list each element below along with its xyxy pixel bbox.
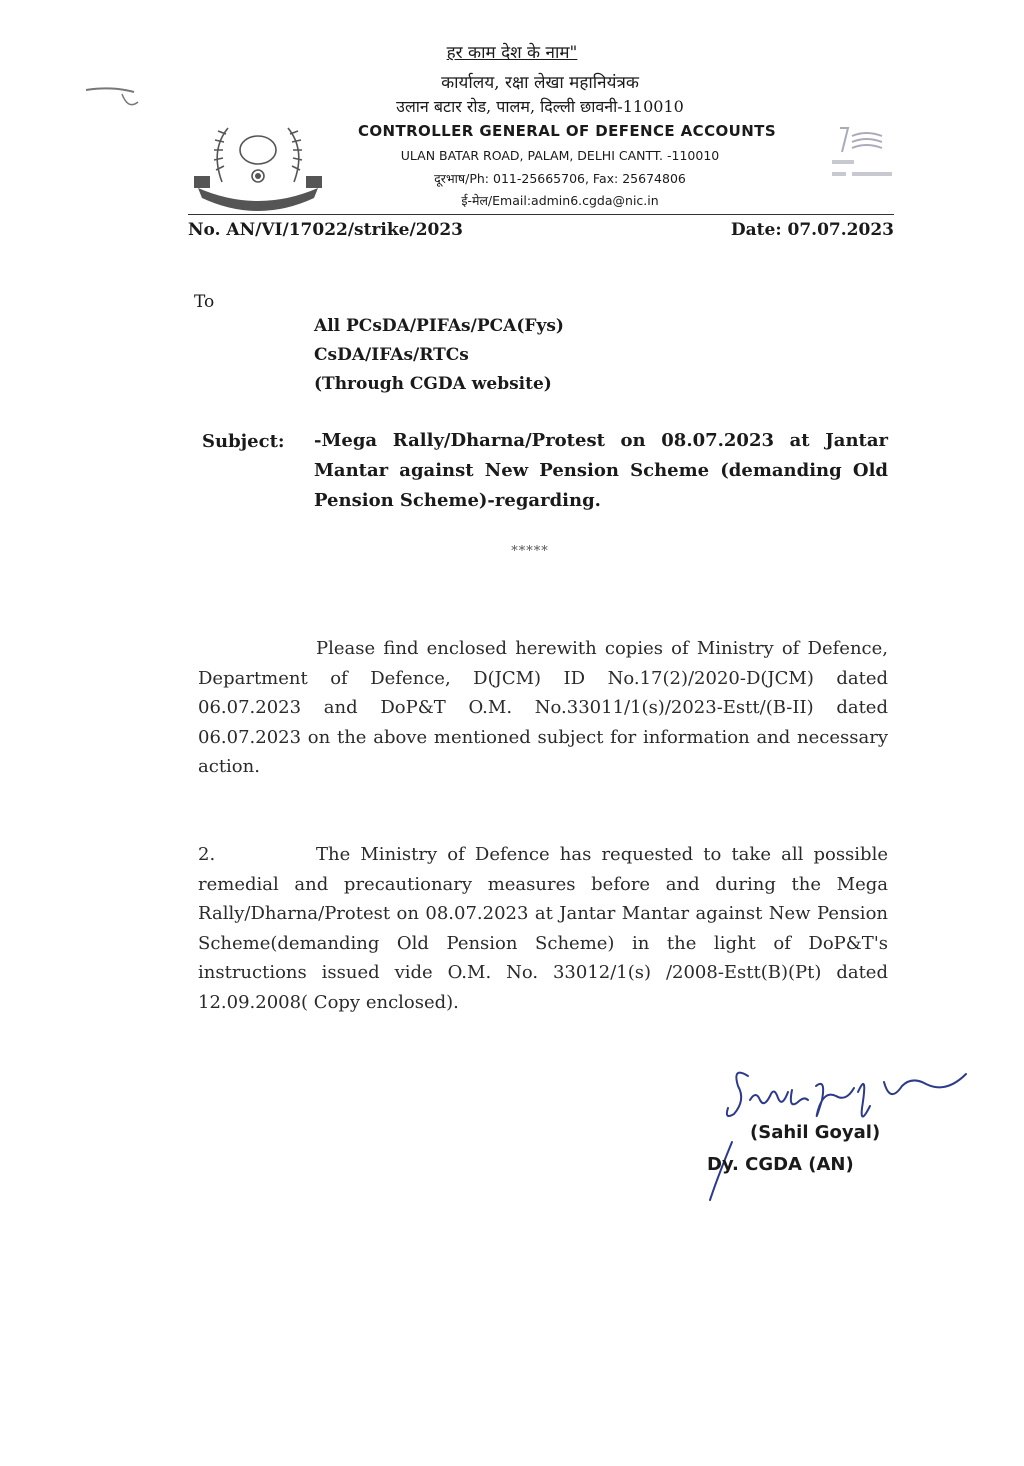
reference-number: No. AN/VI/17022/strike/2023 bbox=[188, 220, 464, 240]
body-paragraph-2 bbox=[198, 840, 888, 1017]
signer-name: (Sahil Goyal) bbox=[750, 1122, 881, 1143]
paragraph-number: 2. bbox=[198, 844, 216, 865]
office-address-hindi: उलान बटार रोड, पालम, दिल्ली छावनी-110010 bbox=[396, 97, 684, 116]
subject-text: -Mega Rally/Dharna/Protest on 08.07.2023 at Jantar Mantar against New Pension Scheme (demanding Old Pension Scheme)-regarding. bbox=[314, 430, 888, 511]
body-paragraph-1: Please find enclosed herewith copies of Ministry of Defence, Department of Defence, D(JCM) ID No.17(2)/2020-D(JCM) dated 06.07.2023 and DoP&T O.M. No.33011/1(s)/2023-Estt/(B-II) dated 06.07.2023 on the above mentioned subject for information and necessary action. bbox=[198, 638, 888, 777]
separator-stars: ***** bbox=[511, 544, 549, 559]
defence-accounts-emblem bbox=[188, 110, 328, 220]
to-label: To bbox=[194, 292, 215, 312]
azadi-mahotsav-logo bbox=[812, 120, 922, 190]
paragraph-text: The Ministry of Defence has requested to take all possible remedial and precautionary measures before and during the Mega Rally/Dharna/Protest on 08.07.2023 at Jantar Mantar against New Pension Scheme(demanding Old Pension Scheme) in the light of DoP&T's instructions issued vide O.M. No. 33012/1(s) /2008-Estt(B)(Pt) dated 12.09.2008( Copy enclosed). bbox=[198, 844, 888, 1013]
recipient-line: (Through CGDA website) bbox=[314, 374, 552, 394]
office-address-english: ULAN BATAR ROAD, PALAM, DELHI CANTT. -110010 bbox=[400, 148, 720, 163]
office-name-hindi: कार्यालय, रक्षा लेखा महानियंत्रक bbox=[441, 73, 639, 93]
office-phone: दूरभाष/Ph: 011-25665706, Fax: 25674806 bbox=[434, 171, 686, 186]
signer-designation: Dy. CGDA (AN) bbox=[707, 1154, 854, 1175]
recipient-line: All PCsDA/PIFAs/PCA(Fys) bbox=[314, 316, 564, 336]
reference-date: Date: 07.07.2023 bbox=[730, 220, 894, 240]
header-divider bbox=[188, 214, 894, 215]
recipient-line: CsDA/IFAs/RTCs bbox=[314, 345, 469, 365]
subject-label: Subject: bbox=[202, 431, 285, 452]
office-name-english: CONTROLLER GENERAL OF DEFENCE ACCOUNTS bbox=[357, 122, 777, 140]
motto: हर काम देश के नाम" bbox=[446, 43, 578, 63]
office-email: ई-मेल/Email:admin6.cgda@nic.in bbox=[461, 193, 659, 208]
